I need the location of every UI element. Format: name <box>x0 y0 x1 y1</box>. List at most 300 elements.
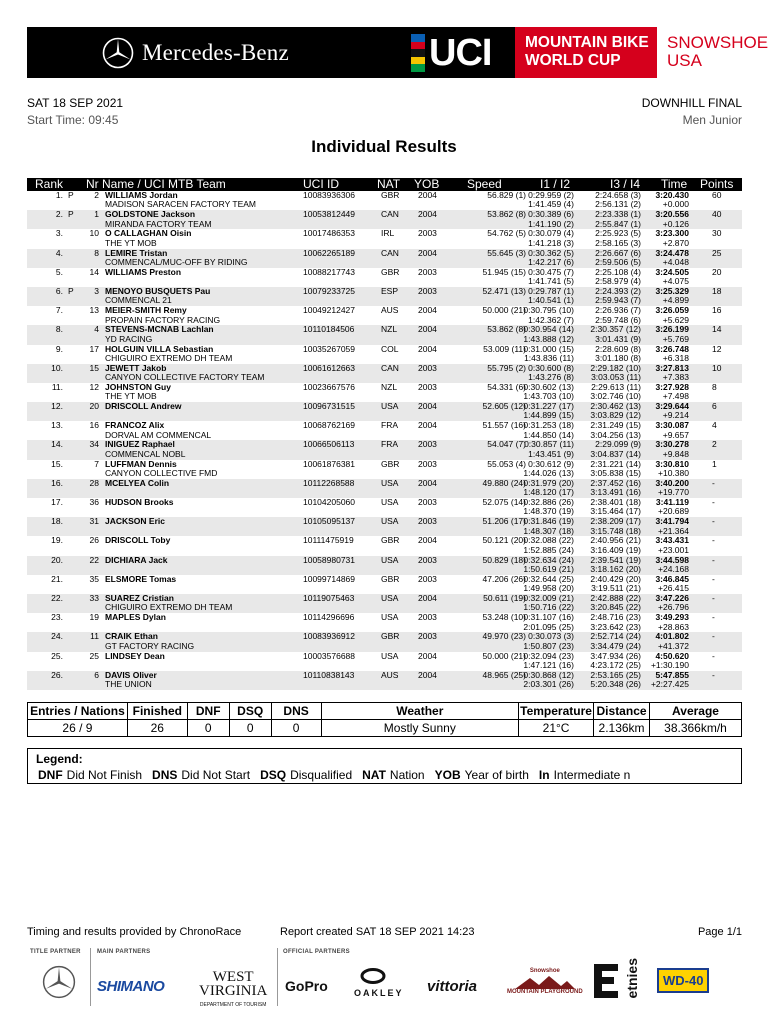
uci-id-cell: 10104205060 <box>303 497 356 507</box>
summary-value-cell: 26 / 9 <box>28 720 128 737</box>
points-cell: - <box>712 535 715 546</box>
points-cell: 25 <box>712 247 722 258</box>
table-row <box>27 594 742 613</box>
rider-name-cell: DAVIS Oliver <box>105 669 157 680</box>
rider-name-cell: MENOYO BUSQUETS Pau <box>105 285 211 296</box>
smp-line1: Snowshoe <box>529 968 560 974</box>
yob-cell: 2003 <box>418 554 437 565</box>
intermediate-4-cell: 3:34.479 (24) <box>590 640 641 651</box>
rider-name-cell: LEMIRE Tristan <box>105 247 168 258</box>
intermediate-1-cell: 0:30.389 (6) <box>528 209 574 220</box>
summary-value-cell: 0 <box>187 720 229 737</box>
nation-cell: USA <box>381 554 399 565</box>
etnies-logo: etnies <box>624 958 640 999</box>
results-body <box>27 191 742 690</box>
summary-header-cell: Temperature <box>520 704 592 718</box>
uci-id-cell: 10119075463 <box>303 592 355 603</box>
intermediate-1-cell: 0:30.954 (14) <box>523 324 574 335</box>
summary-header-row <box>28 703 742 720</box>
finish-time-cell: 4:01.802 <box>655 631 689 642</box>
team-name-cell: MADISON SARACEN FACTORY TEAM <box>105 199 256 210</box>
speed-cell: 53.009 (11) <box>483 343 526 354</box>
intermediate-4-cell: 3:03.053 (11) <box>591 372 641 383</box>
speed-cell: 53.248 (10) <box>482 612 526 623</box>
rank-cell: 23. <box>51 612 63 623</box>
podium-flag-cell: P <box>68 285 74 296</box>
intermediate-2-cell: 1:49.958 (20) <box>523 583 574 594</box>
uci-id-cell: 10079233725 <box>303 285 356 296</box>
header-banner <box>27 27 768 78</box>
uci-id-cell: 10058980731 <box>303 554 356 565</box>
bib-number-cell: 7 <box>94 458 99 469</box>
finish-time-cell: 3:24.505 <box>655 266 689 277</box>
time-gap-cell: +0.126 <box>662 218 689 229</box>
finish-time-cell: 3:25.329 <box>655 285 689 296</box>
bib-number-cell: 15 <box>89 362 99 373</box>
uci-id-cell: 10062265189 <box>303 247 356 258</box>
yob-cell: 2004 <box>418 650 437 661</box>
table-row <box>27 421 742 440</box>
yob-cell: 2003 <box>418 285 437 296</box>
intermediate-3-cell: 2:31.221 (14) <box>590 458 641 469</box>
rider-name-cell: DRISCOLL Toby <box>105 535 171 546</box>
summary-value-cell: 2.136km <box>594 720 650 737</box>
team-name-cell: CHIGUIRO EXTREMO DH TEAM <box>105 602 233 613</box>
team-name-cell: THE UNION <box>105 679 152 690</box>
bib-number-cell: 8 <box>94 247 99 258</box>
time-gap-cell: +7.498 <box>662 391 689 402</box>
intermediate-3-cell: 2:29.613 (11) <box>591 381 641 392</box>
speed-cell: 50.611 (19) <box>483 592 526 603</box>
intermediate-3-cell: 2:52.714 (24) <box>590 631 641 642</box>
uci-id-cell: 10061876381 <box>303 458 356 469</box>
speed-cell: 52.075 (14) <box>482 497 526 507</box>
uci-id-cell: 10096731515 <box>303 401 356 412</box>
time-gap-cell: +9.848 <box>662 448 689 459</box>
nation-cell: AUS <box>381 669 399 680</box>
rank-cell: 14. <box>51 439 63 450</box>
intermediate-1-cell: 0:30.868 (12) <box>523 669 574 680</box>
intermediate-3-cell: 2:30.462 (13) <box>590 401 641 412</box>
time-gap-cell: +1:30.190 <box>650 659 689 670</box>
intermediate-1-cell: 0:31.000 (15) <box>523 343 574 354</box>
intermediate-2-cell: 2:03.301 (26) <box>523 679 574 690</box>
points-cell: 4 <box>712 420 717 431</box>
intermediate-1-cell: 0:31.107 (16) <box>523 612 574 623</box>
rank-cell: 26. <box>51 669 63 680</box>
speed-cell: 47.206 (26) <box>482 573 526 584</box>
legend-abbr: DSQ <box>260 768 287 782</box>
table-row <box>27 652 742 671</box>
intermediate-4-cell: 2:56.131 (2) <box>595 199 641 210</box>
yob-cell: 2004 <box>418 420 437 431</box>
intermediate-4-cell: 3:23.642 (23) <box>590 621 641 632</box>
points-cell: 1 <box>712 458 717 469</box>
time-gap-cell: +7.383 <box>662 372 689 383</box>
nation-cell: USA <box>381 477 399 488</box>
speed-cell: 56.829 (1) <box>487 190 526 200</box>
intermediate-2-cell: 1:43.451 (9) <box>528 448 574 459</box>
finish-time-cell: 3:47.226 <box>655 592 689 603</box>
bib-number-cell: 11 <box>90 631 99 642</box>
table-row <box>27 345 742 364</box>
bib-number-cell: 20 <box>89 401 99 412</box>
rank-cell: 19. <box>51 535 63 546</box>
nation-cell: AUS <box>381 305 399 316</box>
podium-flag-cell: P <box>68 209 74 220</box>
uci-id-cell: 10003576688 <box>303 650 356 661</box>
nation-cell: FRA <box>381 439 398 450</box>
yob-cell: 2003 <box>418 439 437 450</box>
bib-number-cell: 25 <box>89 650 99 661</box>
bib-number-cell: 6 <box>94 669 99 680</box>
speed-cell: 54.047 (7) <box>487 439 526 450</box>
venue-badge <box>657 27 768 78</box>
table-row <box>27 517 742 536</box>
gopro-logo: GoPro <box>285 978 328 994</box>
report-created: Report created SAT 18 SEP 2021 14:23 <box>280 926 475 938</box>
intermediate-3-cell: 2:48.716 (23) <box>590 612 641 623</box>
legend-text: Did Not Start <box>181 768 251 782</box>
speed-cell: 51.206 (17) <box>482 516 526 527</box>
yob-cell: 2004 <box>418 343 437 354</box>
legend-text: Nation <box>389 768 425 782</box>
speed-cell: 49.970 (23) <box>482 631 526 642</box>
intermediate-3-cell: 2:38.209 (17) <box>590 516 641 527</box>
intermediate-1-cell: 0:31.979 (20) <box>523 477 574 488</box>
summary-header-cell: DNF <box>187 703 229 720</box>
intermediate-4-cell: 2:59.748 (6) <box>595 314 641 325</box>
speed-cell: 53.862 (8) <box>487 209 526 220</box>
col-uci-id: UCI ID <box>303 177 339 191</box>
finish-time-cell: 3:27.928 <box>655 381 689 392</box>
legend-abbr: DNF <box>38 768 63 782</box>
intermediate-1-cell: 0:31.253 (18) <box>523 420 574 431</box>
intermediate-2-cell: 1:44.850 (14) <box>523 429 574 440</box>
intermediate-3-cell: 2:38.401 (18) <box>590 497 641 507</box>
event-line2: WORLD CUP <box>525 52 621 69</box>
uci-id-cell: 10083936306 <box>303 190 356 200</box>
intermediate-4-cell: 3:02.746 (10) <box>590 391 641 402</box>
intermediate-2-cell: 1:50.716 (22) <box>523 602 574 613</box>
speed-cell: 50.000 (21) <box>482 650 526 661</box>
yob-cell: 2003 <box>418 362 437 373</box>
rank-cell: 6. <box>55 285 63 296</box>
shimano-logo: SHIMANO <box>97 978 165 995</box>
rank-cell: 13. <box>51 420 63 431</box>
intermediate-4-cell: 3:19.511 (21) <box>591 583 641 594</box>
bib-number-cell: 1 <box>94 209 99 220</box>
vittoria-logo: vittoria <box>427 978 478 995</box>
finish-time-cell: 3:24.478 <box>655 247 689 258</box>
intermediate-1-cell: 0:30.612 (9) <box>528 458 574 469</box>
summary-header-cell: Finished <box>127 703 187 720</box>
legend-title: Legend: <box>36 752 83 766</box>
finish-time-cell: 3:20.430 <box>655 190 689 200</box>
nation-cell: GBR <box>381 535 400 546</box>
speed-cell: 55.645 (3) <box>487 247 526 258</box>
intermediate-3-cell: 3:47.934 (26) <box>590 650 641 661</box>
summary-header-cell: Average <box>650 703 742 720</box>
intermediate-2-cell: 1:48.120 (17) <box>523 487 574 498</box>
rider-name-cell: JACKSON Eric <box>105 516 165 527</box>
rider-name-cell: MEIER-SMITH Remy <box>105 305 187 316</box>
team-name-cell: GT FACTORY RACING <box>105 640 195 651</box>
rider-name-cell: INIGUEZ Raphael <box>105 439 175 450</box>
yob-cell: 2004 <box>418 669 437 680</box>
uci-id-cell: 10112268588 <box>303 477 355 488</box>
bib-number-cell: 22 <box>89 554 99 565</box>
rider-name-cell: JOHNSTON Guy <box>105 381 171 392</box>
summary-value-cell: 0 <box>229 720 271 737</box>
table-row <box>27 210 742 229</box>
uci-id-cell: 10053812449 <box>303 209 356 220</box>
nation-cell: FRA <box>381 420 398 431</box>
snowshoe-mountain-playground-logo <box>507 968 583 996</box>
uci-text: UCI <box>429 32 492 74</box>
points-cell: 10 <box>712 362 722 373</box>
rider-name-cell: HOLGUIN VILLA Sebastian <box>105 343 214 354</box>
intermediate-2-cell: 1:44.899 (15) <box>523 410 574 421</box>
race-category: Men Junior <box>682 113 742 127</box>
col-speed: Speed <box>467 177 502 191</box>
team-name-cell: CHIGUIRO EXTREMO DH TEAM <box>105 352 233 363</box>
rank-cell: 15. <box>51 458 63 469</box>
intermediate-4-cell: 3:05.838 (15) <box>590 468 641 479</box>
race-name: DOWNHILL FINAL <box>641 96 742 110</box>
rank-cell: 2. <box>55 209 63 220</box>
time-gap-cell: +26.415 <box>658 583 689 594</box>
event-badge <box>515 27 657 78</box>
table-row <box>27 287 742 306</box>
rider-name-cell: WILLIAMS Jordan <box>105 190 178 200</box>
uci-id-cell: 10099714869 <box>303 573 356 584</box>
team-name-cell: CANYON COLLECTIVE FACTORY TEAM <box>105 372 265 383</box>
speed-cell: 53.862 (8) <box>487 324 526 335</box>
finish-time-cell: 3:30.278 <box>655 439 689 450</box>
rider-name-cell: LINDSEY Dean <box>105 650 165 661</box>
finish-time-cell: 3:20.556 <box>655 209 689 220</box>
speed-cell: 55.795 (2) <box>487 362 526 373</box>
wv-line2: VIRGINIA <box>199 983 268 999</box>
intermediate-4-cell: 3:01.180 (8) <box>595 352 641 363</box>
rider-name-cell: STEVENS-MCNAB Lachlan <box>105 324 214 335</box>
yob-cell: 2003 <box>418 458 437 469</box>
intermediate-2-cell: 1:41.190 (2) <box>528 218 574 229</box>
uci-id-cell: 10061612663 <box>303 362 356 373</box>
main-partners-label: MAIN PARTNERS <box>97 949 151 955</box>
intermediate-1-cell: 0:32.088 (22) <box>523 535 574 546</box>
mercedes-partner-logo <box>39 962 79 1002</box>
points-cell: - <box>712 497 715 507</box>
time-gap-cell: +9.214 <box>662 410 689 421</box>
intermediate-4-cell: 3:04.256 (13) <box>590 429 641 440</box>
bib-number-cell: 10 <box>89 228 99 239</box>
intermediate-2-cell: 1:52.885 (24) <box>523 544 574 555</box>
nation-cell: NZL <box>381 324 398 335</box>
points-cell: 2 <box>712 439 717 450</box>
table-row <box>27 671 742 690</box>
table-row <box>27 325 742 344</box>
points-cell: 40 <box>712 209 722 220</box>
rank-cell: 21. <box>51 573 63 584</box>
bib-number-cell: 28 <box>89 477 99 488</box>
legend-abbr: In <box>538 768 550 782</box>
intermediate-1-cell: 0:32.009 (21) <box>523 592 574 603</box>
yob-cell: 2004 <box>418 190 437 200</box>
intermediate-3-cell: 2:30.357 (12) <box>590 324 641 335</box>
yob-cell: 2003 <box>418 228 437 239</box>
points-cell: - <box>712 554 715 565</box>
intermediate-2-cell: 1:42.217 (6) <box>528 256 574 267</box>
intermediate-2-cell: 2:01.095 (25) <box>523 621 574 632</box>
results-table <box>27 178 742 690</box>
speed-cell: 50.121 (20) <box>482 535 526 546</box>
rank-cell: 5. <box>55 266 63 277</box>
legend-abbr: YOB <box>434 768 461 782</box>
col-yob: YOB <box>414 177 440 191</box>
time-gap-cell: +10.380 <box>658 468 689 479</box>
table-row <box>27 479 742 498</box>
speed-cell: 50.829 (18) <box>482 554 526 565</box>
finish-time-cell: 3:26.059 <box>655 305 689 316</box>
intermediate-2-cell: 1:43.276 (8) <box>528 372 574 383</box>
finish-time-cell: 3:43.431 <box>655 535 689 546</box>
speed-cell: 55.053 (4) <box>487 458 526 469</box>
finish-time-cell: 3:30.087 <box>655 420 689 431</box>
wd40-logo: WD-40 <box>657 968 709 993</box>
bib-number-cell: 17 <box>89 343 99 354</box>
bib-number-cell: 12 <box>89 381 99 392</box>
table-row <box>27 268 742 287</box>
intermediate-4-cell: 3:03.829 (12) <box>590 410 641 421</box>
mercedes-star-icon <box>102 37 134 69</box>
summary-value-cell: 26 <box>127 720 187 737</box>
rank-cell: 22. <box>51 592 63 603</box>
finish-time-cell: 3:26.199 <box>655 324 689 335</box>
finish-time-cell: 5:47.855 <box>655 669 689 680</box>
event-line1: MOUNTAIN BIKE <box>525 34 649 51</box>
time-gap-cell: +20.689 <box>658 506 689 517</box>
mercedes-star-icon <box>42 965 76 999</box>
yob-cell: 2003 <box>418 266 437 277</box>
legend-text: Disqualified <box>290 768 353 782</box>
rank-cell: 18. <box>51 516 63 527</box>
legend-text: Year of birth <box>464 768 529 782</box>
partner-strip <box>27 944 742 1014</box>
rank-cell: 9. <box>55 343 63 354</box>
yob-cell: 2003 <box>418 631 437 642</box>
summary-value-cell: 0 <box>271 720 321 737</box>
time-gap-cell: +4.075 <box>662 276 689 287</box>
rank-cell: 7. <box>55 305 63 316</box>
table-row <box>27 498 742 517</box>
nation-cell: GBR <box>381 573 400 584</box>
page-title: Individual Results <box>311 137 457 156</box>
bib-number-cell: 35 <box>89 573 99 584</box>
yob-cell: 2004 <box>418 247 437 258</box>
yob-cell: 2004 <box>418 209 437 220</box>
yob-cell: 2004 <box>418 401 437 412</box>
nation-cell: COL <box>381 343 399 354</box>
intermediate-3-cell: 2:26.667 (6) <box>595 247 641 258</box>
legend <box>27 748 742 784</box>
intermediate-1-cell: 0:31.227 (17) <box>523 401 574 412</box>
nation-cell: GBR <box>381 631 400 642</box>
time-gap-cell: +4.899 <box>662 295 689 306</box>
finish-time-cell: 3:41.119 <box>655 497 689 507</box>
col-nat: NAT <box>377 177 401 191</box>
finish-time-cell: 3:29.644 <box>655 401 689 412</box>
finish-time-cell: 3:44.598 <box>655 554 689 565</box>
intermediate-4-cell: 3:13.491 (16) <box>590 487 641 498</box>
uci-id-cell: 10083936912 <box>303 631 356 642</box>
legend-text: Did Not Finish <box>66 768 143 782</box>
intermediate-3-cell: 2:25.923 (5) <box>595 228 641 239</box>
nation-cell: CAN <box>381 362 399 373</box>
uci-id-cell: 10023667576 <box>303 381 356 392</box>
wv-line1: WEST <box>212 969 254 985</box>
rank-cell: 24. <box>51 631 63 642</box>
finish-time-cell: 3:23.300 <box>655 228 689 239</box>
intermediate-3-cell: 2:29.182 (10) <box>590 362 641 373</box>
mountain-icon <box>515 975 575 989</box>
team-name-cell: COMMENCAL 21 <box>105 295 172 306</box>
intermediate-2-cell: 1:40.541 (1) <box>528 295 574 306</box>
points-cell: 60 <box>712 190 722 200</box>
legend-abbr: NAT <box>362 768 386 782</box>
intermediate-1-cell: 0:29.787 (1) <box>528 285 574 296</box>
intermediate-4-cell: 3:04.837 (14) <box>590 448 641 459</box>
table-row <box>27 632 742 651</box>
intermediate-3-cell: 2:25.108 (4) <box>595 266 641 277</box>
summary-header-cell: DSQ <box>229 703 271 720</box>
points-cell: - <box>712 650 715 661</box>
table-row <box>27 536 742 555</box>
intermediate-2-cell: 1:50.807 (23) <box>523 640 574 651</box>
col-points: Points <box>700 177 734 191</box>
speed-cell: 49.880 (24) <box>482 477 526 488</box>
nation-cell: NZL <box>381 381 398 392</box>
rank-cell: 25. <box>51 650 63 661</box>
yob-cell: 2004 <box>418 305 437 316</box>
intermediate-1-cell: 0:30.600 (8) <box>528 362 574 373</box>
intermediate-3-cell: 2:31.249 (15) <box>590 420 641 431</box>
bib-number-cell: 4 <box>94 324 99 335</box>
venue-line2: USA <box>667 51 702 70</box>
nation-cell: USA <box>381 497 399 507</box>
yob-cell: 2004 <box>418 592 437 603</box>
intermediate-4-cell: 2:59.943 (7) <box>595 295 641 306</box>
intermediate-4-cell: 3:18.162 (20) <box>590 563 641 574</box>
col-nr-name: Nr Name / UCI MTB Team <box>86 177 226 191</box>
intermediate-3-cell: 2:37.452 (16) <box>590 477 641 488</box>
intermediate-1-cell: 0:30.362 (5) <box>528 247 574 258</box>
rider-name-cell: O CALLAGHAN Oisin <box>105 228 192 239</box>
finish-time-cell: 3:40.200 <box>655 477 689 488</box>
time-gap-cell: +23.001 <box>658 544 689 555</box>
time-gap-cell: +2:27.425 <box>650 679 689 690</box>
nation-cell: GBR <box>381 190 400 200</box>
time-gap-cell: +5.769 <box>662 333 689 344</box>
rider-name-cell: LUFFMAN Dennis <box>105 458 177 469</box>
mercedes-logo <box>102 37 289 69</box>
legend-items <box>36 768 733 782</box>
rider-name-cell: WILLIAMS Preston <box>105 266 182 277</box>
race-summary <box>27 702 742 737</box>
intermediate-2-cell: 1:41.459 (4) <box>528 199 574 210</box>
yob-cell: 2003 <box>418 573 437 584</box>
